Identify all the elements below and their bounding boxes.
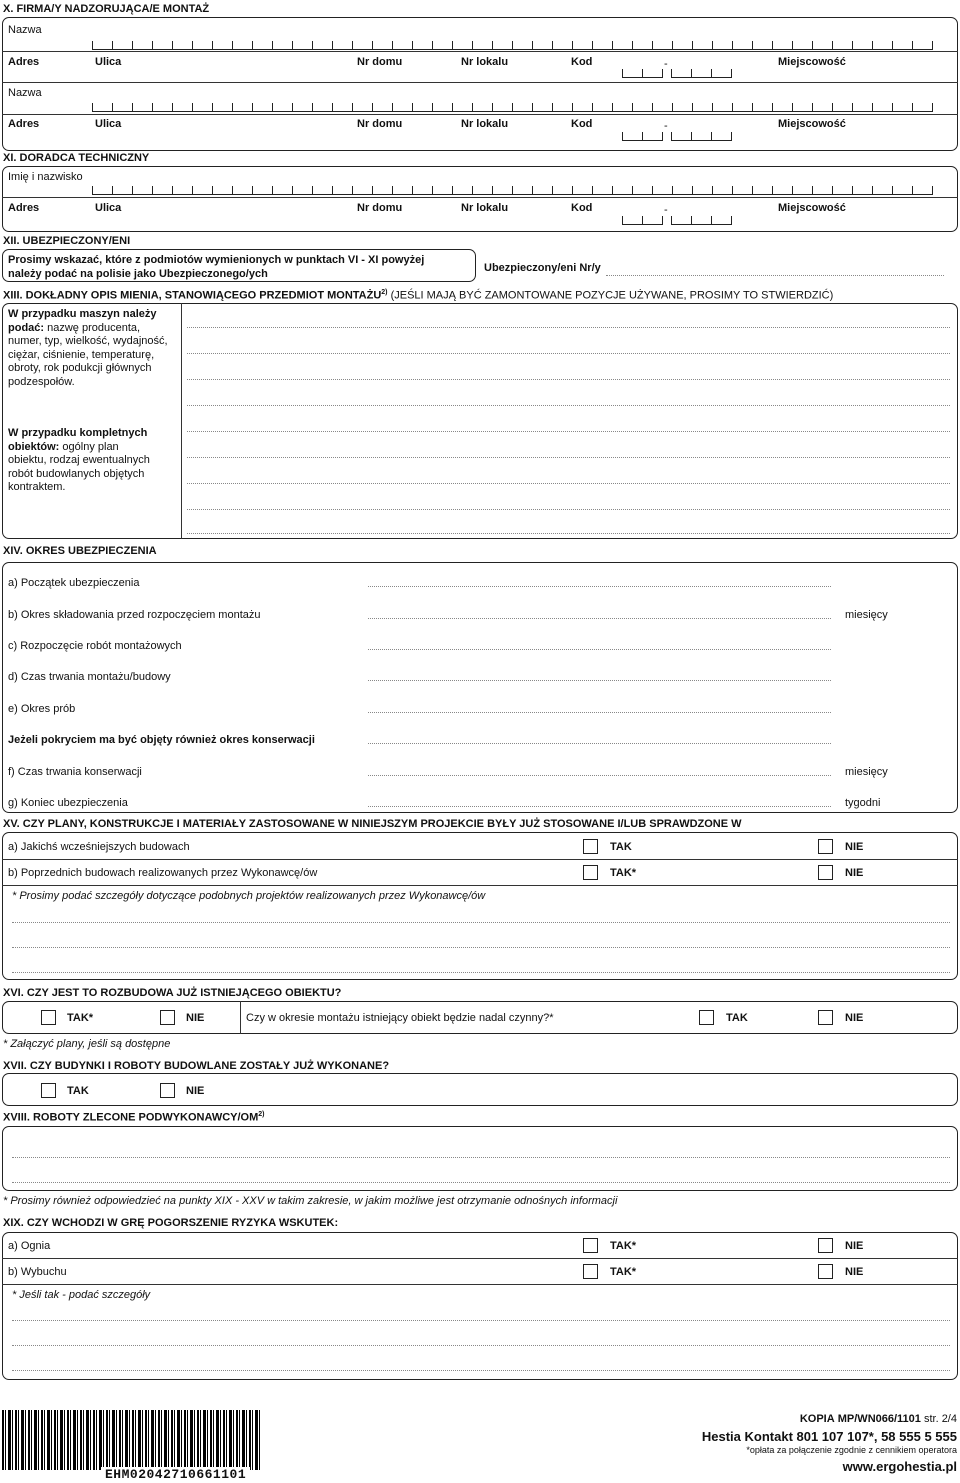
city-label: Miejscowość [778, 56, 846, 68]
description-line[interactable] [187, 431, 950, 432]
section-xix-box [2, 1232, 958, 1380]
machines-instruction-text: podzespołów. [8, 375, 75, 388]
postcode-label: Kod [571, 118, 593, 130]
call-fee-note: *opłata za połączenie zgodnie z cennikiem operatora [746, 1445, 957, 1455]
house-no-label: Nr domu [357, 118, 403, 130]
nie-checkbox[interactable] [818, 1238, 833, 1253]
explosion-label: b) Wybuchu [8, 1266, 67, 1278]
section-x-box [2, 17, 958, 151]
page-number: str. 2/4 [923, 1413, 957, 1425]
period-label: a) Początek ubezpieczenia [8, 577, 140, 589]
unit-label: miesięcy [845, 766, 888, 778]
postcode-dash: - [664, 204, 668, 216]
unit-label: miesięcy [845, 609, 888, 621]
section-xiii-title-rest: (JEŚLI MAJĄ BYĆ ZAMONTOWANE POZYCJE UŻYWANE, PROSIMY TO STWIERDZIĆ) [390, 289, 834, 302]
period-field[interactable] [368, 806, 831, 807]
period-label: b) Okres składowania przed rozpoczęciem montażu [8, 609, 261, 621]
period-field[interactable] [368, 680, 831, 681]
insured-instruction-1: Prosimy wskazać, które z podmiotów wymienionych w punktach VI - XI powyżej [8, 254, 425, 266]
objects-instruction-text: kontraktem. [8, 481, 66, 493]
description-line[interactable] [187, 353, 950, 354]
machines-instruction-bold: podać: [8, 321, 45, 334]
postcode-label: Kod [571, 202, 593, 214]
nie-label: NIE [845, 1012, 864, 1024]
website-link[interactable]: www.ergohestia.pl [842, 1459, 957, 1474]
insured-no-field[interactable] [606, 275, 944, 276]
period-field[interactable] [368, 586, 831, 587]
existing-object-question: Czy w okresie montażu istniejący obiekt będzie nadal czynny?* [246, 1012, 554, 1024]
postcode-field-b[interactable] [671, 132, 732, 141]
description-line[interactable] [187, 483, 950, 484]
subcontractor-line[interactable] [12, 1157, 950, 1158]
footnote-ref: 2) [258, 1111, 265, 1118]
postcode-dash: - [664, 58, 668, 70]
description-line[interactable] [187, 379, 950, 380]
section-xi-title: XI. DORADCA TECHNICZNY [3, 152, 150, 164]
details-line[interactable] [12, 1320, 950, 1321]
street-label: Ulica [95, 56, 122, 68]
details-line[interactable] [12, 1345, 950, 1346]
xv-note: * Prosimy podać szczegóły dotyczące podobnych projektów realizowanych przez Wykonawcę/ów [12, 890, 486, 902]
divider [2, 1258, 958, 1259]
city-label: Miejscowość [778, 118, 846, 130]
nie-label: NIE [186, 1012, 205, 1024]
nie-checkbox[interactable] [818, 1264, 833, 1279]
insured-no-label: Ubezpieczony/eni Nr/y [484, 262, 601, 274]
tak-checkbox[interactable] [583, 865, 598, 880]
section-xvii-box [2, 1073, 958, 1106]
flat-no-label: Nr lokalu [461, 118, 509, 130]
objects-instruction [8, 427, 180, 495]
objects-instruction-bold: obiektów: [8, 440, 60, 453]
tak-checkbox[interactable] [41, 1083, 56, 1098]
period-label: d) Czas trwania montażu/budowy [8, 671, 171, 683]
tak-label: TAK* [67, 1012, 94, 1024]
nie-checkbox[interactable] [160, 1083, 175, 1098]
details-line[interactable] [12, 947, 950, 948]
house-no-label: Nr domu [357, 202, 403, 214]
objects-instruction-bold: W przypadku kompletnych [8, 427, 148, 439]
tak-checkbox[interactable] [699, 1010, 714, 1025]
tak-checkbox[interactable] [583, 1238, 598, 1253]
machines-instruction-text: numer, typ, wielkość, wydajność, [8, 335, 168, 347]
address-label: Adres [8, 202, 40, 214]
postcode-field-a[interactable] [622, 132, 663, 141]
period-label: f) Czas trwania konserwacji [8, 766, 142, 778]
tak-checkbox[interactable] [41, 1010, 56, 1025]
insured-instruction-2: należy podać na polisie jako Ubezpieczonego/ych [8, 268, 268, 280]
section-xv-title: XV. CZY PLANY, KONSTRUKCJE I MATERIAŁY ZASTOSOWANE W NINIEJSZYM PROJEKCIE BYŁY JUŻ STOSOWANE I/LUB SPRAWDZONE W [3, 818, 742, 830]
postcode-field-a[interactable] [622, 216, 663, 225]
tak-label: TAK* [610, 867, 637, 879]
hotline: Hestia Kontakt 801 107 107*, 58 555 5 555 [701, 1429, 957, 1444]
nie-checkbox[interactable] [160, 1010, 175, 1025]
divider [2, 51, 958, 52]
objects-instruction-text: ogólny plan [62, 440, 119, 453]
divider [2, 885, 958, 886]
flat-no-label: Nr lokalu [461, 56, 509, 68]
divider [2, 197, 958, 198]
description-line[interactable] [187, 405, 950, 406]
period-field[interactable] [368, 649, 831, 650]
form-number: MP/WN066/1101 [837, 1413, 921, 1425]
section-xiv-title: XIV. OKRES UBEZPIECZENIA [3, 545, 157, 557]
form-id [800, 1413, 957, 1425]
period-label: c) Rozpoczęcie robót montażowych [8, 640, 182, 652]
company-name-label-1: Nazwa [8, 24, 42, 36]
address-label: Adres [8, 56, 40, 68]
period-field[interactable] [368, 712, 831, 713]
description-line[interactable] [187, 457, 950, 458]
section-xv-box [2, 832, 958, 980]
company-name-field-1[interactable] [92, 41, 933, 50]
tak-label: TAK [726, 1012, 748, 1024]
footnote-ref: 2) [381, 289, 388, 296]
section-xii-title: XII. UBEZPIECZONY/ENI [3, 235, 131, 247]
advisor-name-label: Imię i nazwisko [8, 171, 83, 183]
section-x-title: X. FIRMA/Y NADZORUJĄCA/E MONTAŻ [3, 3, 210, 15]
tak-label: TAK [610, 841, 632, 853]
postcode-field-b[interactable] [671, 69, 732, 78]
flat-no-label: Nr lokalu [461, 202, 509, 214]
postcode-field-a[interactable] [622, 69, 663, 78]
xviii-note: * Prosimy również odpowiedzieć na punkty XIX - XXV w takim zakresie, w jakim możliwe jest otrzymanie odnośnych informacji [3, 1195, 618, 1207]
address-label: Adres [8, 118, 40, 130]
unit-label: tygodni [845, 797, 881, 809]
company-name-label-2: Nazwa [8, 87, 42, 99]
section-xviii-title [3, 1111, 265, 1124]
machines-instruction-text: obroty, rok podukcji głównych [8, 362, 152, 374]
machines-instruction-bold: W przypadku maszyn należy [8, 308, 157, 320]
nie-label: NIE [845, 1266, 864, 1278]
house-no-label: Nr domu [357, 56, 403, 68]
nie-label: NIE [845, 867, 864, 879]
description-line[interactable] [187, 327, 950, 328]
nie-label: NIE [186, 1085, 205, 1097]
tak-label: TAK [67, 1085, 89, 1097]
nie-checkbox[interactable] [818, 839, 833, 854]
advisor-name-field[interactable] [92, 186, 933, 195]
section-xix-title: XIX. CZY WCHODZI W GRĘ POGORSZENIE RYZYKA WSKUTEK: [3, 1217, 339, 1229]
postcode-dash: - [664, 120, 668, 132]
machines-instruction-text: nazwę producenta, [47, 321, 141, 334]
divider [181, 303, 182, 539]
company-name-field-2[interactable] [92, 103, 933, 112]
postcode-field-b[interactable] [671, 216, 732, 225]
period-label: e) Okres prób [8, 703, 76, 715]
description-line[interactable] [187, 509, 950, 510]
details-line[interactable] [12, 1370, 950, 1371]
section-xvii-title: XVII. CZY BUDYNKI I ROBOTY BUDOWLANE ZOSTAŁY JUŻ WYKONANE? [3, 1060, 390, 1072]
period-label: Jeżeli pokryciem ma być objęty również okres konserwacji [8, 734, 315, 746]
details-line[interactable] [12, 922, 950, 923]
divider [2, 1284, 958, 1285]
period-field[interactable] [368, 743, 831, 744]
section-xviii-title-text: XVIII. ROBOTY ZLECONE PODWYKONAWCY/OM [3, 1111, 259, 1124]
details-line[interactable] [12, 972, 950, 973]
machines-instruction [8, 308, 180, 389]
divider [2, 82, 958, 83]
tak-label: TAK* [610, 1266, 637, 1278]
nie-checkbox[interactable] [818, 1010, 833, 1025]
objects-instruction-text: robót budowlanych objętych [8, 467, 145, 480]
period-field[interactable] [368, 775, 831, 776]
divider [2, 114, 958, 115]
subcontractor-line[interactable] [12, 1182, 950, 1183]
xix-note: * Jeśli tak - podać szczegóły [12, 1289, 151, 1301]
section-xiii-title-main: XIII. DOKŁADNY OPIS MIENIA, STANOWIĄCEGO PRZEDMIOT MONTAŻU [3, 289, 382, 302]
machines-instruction-text: ciężar, ciśnienie, temperaturę, [8, 348, 155, 361]
xv-row-b-label: b) Poprzednich budowach realizowanych przez Wykonawcę/ów [8, 867, 318, 879]
period-field[interactable] [368, 618, 831, 619]
nie-label: NIE [845, 1240, 864, 1252]
tak-label: TAK* [610, 1240, 637, 1252]
nie-label: NIE [845, 841, 864, 853]
street-label: Ulica [95, 118, 122, 130]
tak-checkbox[interactable] [583, 839, 598, 854]
nie-checkbox[interactable] [818, 865, 833, 880]
barcode-text: EHM02042710661101 [101, 1467, 250, 1482]
street-label: Ulica [95, 202, 122, 214]
description-line[interactable] [187, 533, 950, 534]
xvi-note: * Załączyć plany, jeśli są dostępne [3, 1038, 171, 1050]
divider [2, 859, 958, 860]
section-xiii-title [3, 289, 833, 302]
objects-instruction-text: obiektu, rodzaj ewentualnych [8, 454, 150, 466]
tak-checkbox[interactable] [583, 1264, 598, 1279]
section-xi-box [2, 166, 958, 232]
barcode-image [2, 1410, 260, 1470]
section-xvi-title: XVI. CZY JEST TO ROZBUDOWA JUŻ ISTNIEJĄCEGO OBIEKTU? [3, 987, 342, 999]
postcode-label: Kod [571, 56, 593, 68]
period-label: g) Koniec ubezpieczenia [8, 797, 128, 809]
fire-label: a) Ognia [8, 1240, 51, 1252]
copy-label: KOPIA [799, 1413, 835, 1425]
xv-row-a-label: a) Jakichś wcześniejszych budowach [8, 841, 190, 853]
divider [240, 1001, 241, 1034]
city-label: Miejscowość [778, 202, 846, 214]
